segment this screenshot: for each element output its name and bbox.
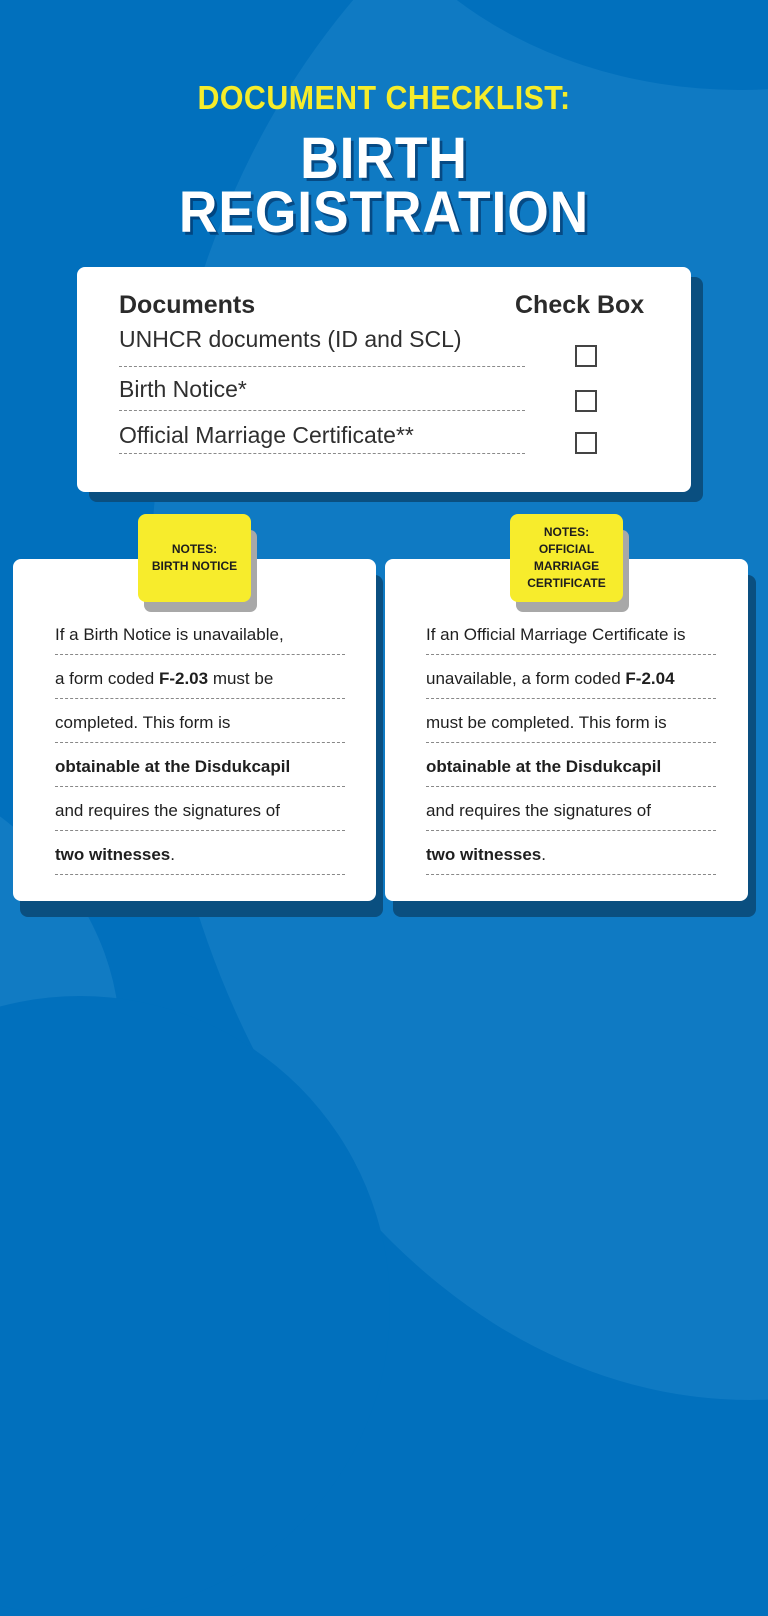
- note-tag-birth-notice: [138, 514, 251, 602]
- divider: [426, 874, 716, 875]
- note-text-line: [426, 625, 686, 645]
- body-text: .: [170, 845, 175, 864]
- page-title: [31, 126, 738, 245]
- body-text: If a Birth Notice is unavailable,: [55, 625, 284, 644]
- document-item-birth-notice: Birth Notice*: [119, 376, 247, 402]
- body-text: If an Official Marriage Certificate is: [426, 625, 686, 644]
- note-text-line: [426, 801, 651, 821]
- body-text: .: [541, 845, 546, 864]
- page-subtitle: DOCUMENT CHECKLIST:: [197, 79, 571, 116]
- divider: [426, 786, 716, 787]
- body-text: and requires the signatures of: [55, 801, 280, 820]
- documents-column-header: Documents: [119, 291, 256, 319]
- tag-line: NOTES:: [543, 525, 590, 539]
- note-text-line: [426, 845, 546, 865]
- divider: [55, 786, 345, 787]
- document-item-marriage-certificate: Official Marriage Certificate**: [119, 422, 414, 448]
- checkbox-birth-notice[interactable]: [575, 390, 597, 412]
- checklist-card: [77, 267, 691, 492]
- checkbox-unhcr-documents[interactable]: [575, 345, 597, 367]
- divider: [426, 698, 716, 699]
- emphasis-text: obtainable at the Disdukcapil: [426, 757, 662, 776]
- note-text-line: [55, 801, 280, 821]
- tag-line: BIRTH NOTICE: [151, 559, 238, 573]
- note-text-line: [55, 757, 290, 777]
- divider: [119, 366, 525, 367]
- divider: [55, 830, 345, 831]
- emphasis-text: F-2.03: [158, 669, 209, 688]
- tag-line: OFFICIAL: [538, 542, 595, 556]
- body-text: completed. This form is: [55, 713, 231, 732]
- note-text-line: [426, 713, 667, 733]
- body-text: and requires the signatures of: [426, 801, 651, 820]
- body-text: unavailable, a form coded: [426, 669, 626, 688]
- emphasis-text: two witnesses: [55, 845, 171, 864]
- divider: [426, 654, 716, 655]
- checkbox-column-header: Check Box: [515, 291, 645, 319]
- divider: [426, 830, 716, 831]
- document-item-unhcr: UNHCR documents (ID and SCL): [119, 326, 462, 352]
- note-text-line: [426, 669, 675, 689]
- divider: [55, 742, 345, 743]
- emphasis-text: F-2.04: [625, 669, 675, 688]
- divider: [119, 453, 525, 454]
- divider: [119, 410, 525, 411]
- note-text-line: [55, 713, 230, 733]
- note-text-line: [55, 845, 175, 865]
- divider: [55, 654, 345, 655]
- tag-line: MARRIAGE: [533, 559, 600, 573]
- note-text-line: [426, 757, 661, 777]
- tag-line: CERTIFICATE: [527, 576, 606, 590]
- tag-line: NOTES:: [171, 542, 218, 556]
- emphasis-text: obtainable at the Disdukcapil: [55, 757, 291, 776]
- emphasis-text: two witnesses: [426, 845, 542, 864]
- divider: [55, 874, 345, 875]
- page-header: [0, 79, 768, 245]
- title-line-2: REGISTRATION: [178, 180, 590, 245]
- note-text-line: [55, 669, 273, 689]
- divider: [426, 742, 716, 743]
- body-text: a form coded: [55, 669, 159, 688]
- title-line-1: BIRTH: [300, 126, 468, 191]
- checkbox-marriage-certificate[interactable]: [575, 432, 597, 454]
- body-text: must be completed. This form is: [426, 713, 667, 732]
- note-text-line: [55, 625, 284, 645]
- body-text: must be: [208, 669, 274, 688]
- divider: [55, 698, 345, 699]
- note-tag-marriage-certificate: [510, 514, 623, 602]
